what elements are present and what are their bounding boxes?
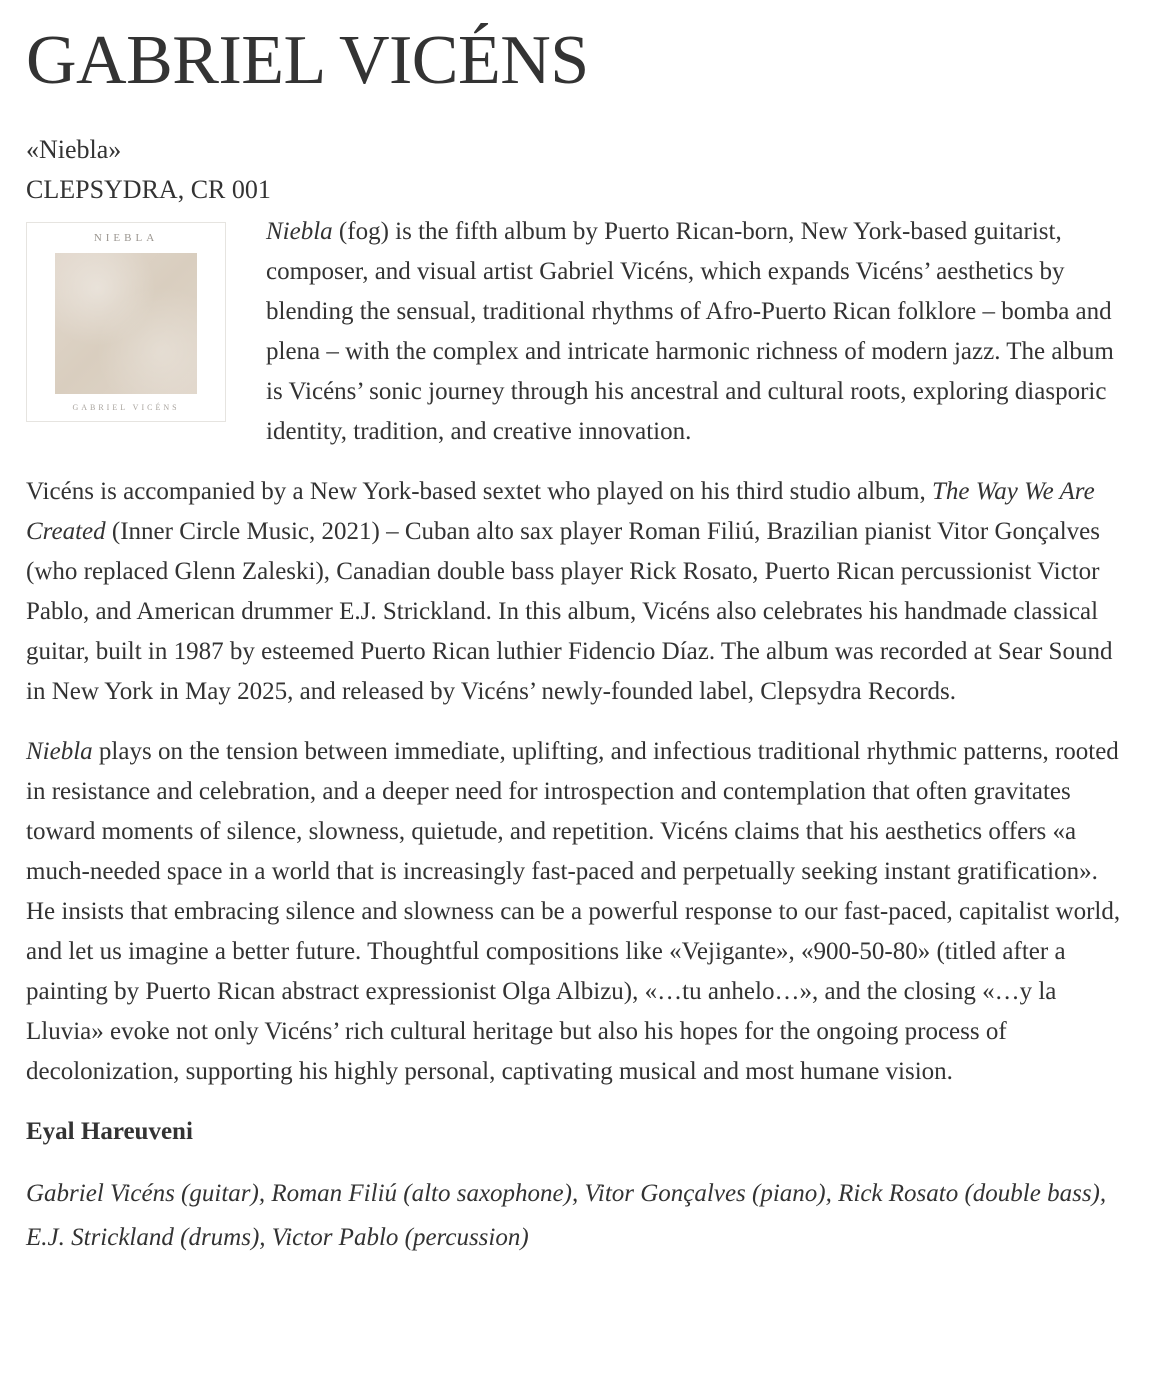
album-name-italic: Niebla	[266, 218, 333, 245]
cover-title-text: NIEBLA	[93, 232, 159, 244]
author-byline: Eyal Hareuveni	[26, 1118, 193, 1145]
album-title: «Niebla»	[26, 135, 122, 164]
cover-artwork	[55, 253, 197, 394]
cover-artist-text: GABRIEL VICÉNS	[72, 403, 180, 412]
paragraph-aesthetics	[26, 732, 1130, 1092]
label-catalog: CLEPSYDRA, CR 001	[26, 175, 271, 204]
artist-title: GABRIEL VICÉNS	[26, 22, 589, 99]
paragraph-aesthetics-text: plays on the tension between immediate, uplifting, and infectious traditional rhythmic patterns, rooted in resistance and celebration, and a deeper need for introspection and contemplation that often gravitates toward moments of silence, slowness, quietude, and repetition. Vicéns claims that his aesthetics offers «a much-needed space in a world that is increasingly fast-paced and perpetually seeking instant gratification». He insists that embracing silence and slowness can be a powerful response to our fast-paced, capitalist world, and let us imagine a better future. Thoughtful compositions like «Vejigante», «900-50-80» (titled after a painting by Puerto Rican abstract expressionist Olga Albizu), «…tu anhelo…», and the closing «…y la Lluvia» evoke not only Vicéns’ rich cultural heritage but also his hopes for the ongoing process of decolonization, supporting his highly personal, captivating musical and most humane vision.	[26, 738, 1121, 1085]
album-cover-image	[26, 222, 226, 422]
release-info	[26, 130, 1130, 210]
paragraph-ensemble-after: (Inner Circle Music, 2021) – Cuban alto sax player Roman Filiú, Brazilian pianist Vitor Gonçalves (who replaced Glenn Zaleski), Canadian double bass player Rick Rosato, Puerto Rican percussionist Victor Pablo, and American drummer E.J. Strickland. In this album, Vicéns also celebrates his handmade classical guitar, built in 1987 by esteemed Puerto Rican luthier Fidencio Díaz. The album was recorded at Sear Sound in New York in May 2025, and released by Vicéns’ newly-founded label, Clepsydra Records.	[26, 518, 1113, 705]
previous-album-italic: The Way We Are Created	[26, 478, 1095, 545]
personnel-credits: Gabriel Vicéns (guitar), Roman Filiú (alto saxophone), Vitor Gonçalves (piano), Rick Rosato (double bass), E.J. Strickland (drums), Victor Pablo (percussion)	[26, 1180, 1107, 1251]
paragraph-ensemble-before: Vicéns is accompanied by a New York-based sextet who played on his third studio album,	[26, 478, 932, 505]
paragraph-intro-text: (fog) is the fifth album by Puerto Rican-born, New York-based guitarist, composer, and visual artist Gabriel Vicéns, which expands Vicéns’ aesthetics by blending the sensual, traditional rhythms of Afro-Puerto Rican folklore – bomba and plena – with the complex and intricate harmonic richness of modern jazz. The album is Vicéns’ sonic journey through his ancestral and cultural roots, exploring diasporic identity, tradition, and creative innovation.	[266, 218, 1114, 445]
paragraph-ensemble	[26, 472, 1130, 712]
album-name-italic-2: Niebla	[26, 738, 93, 765]
